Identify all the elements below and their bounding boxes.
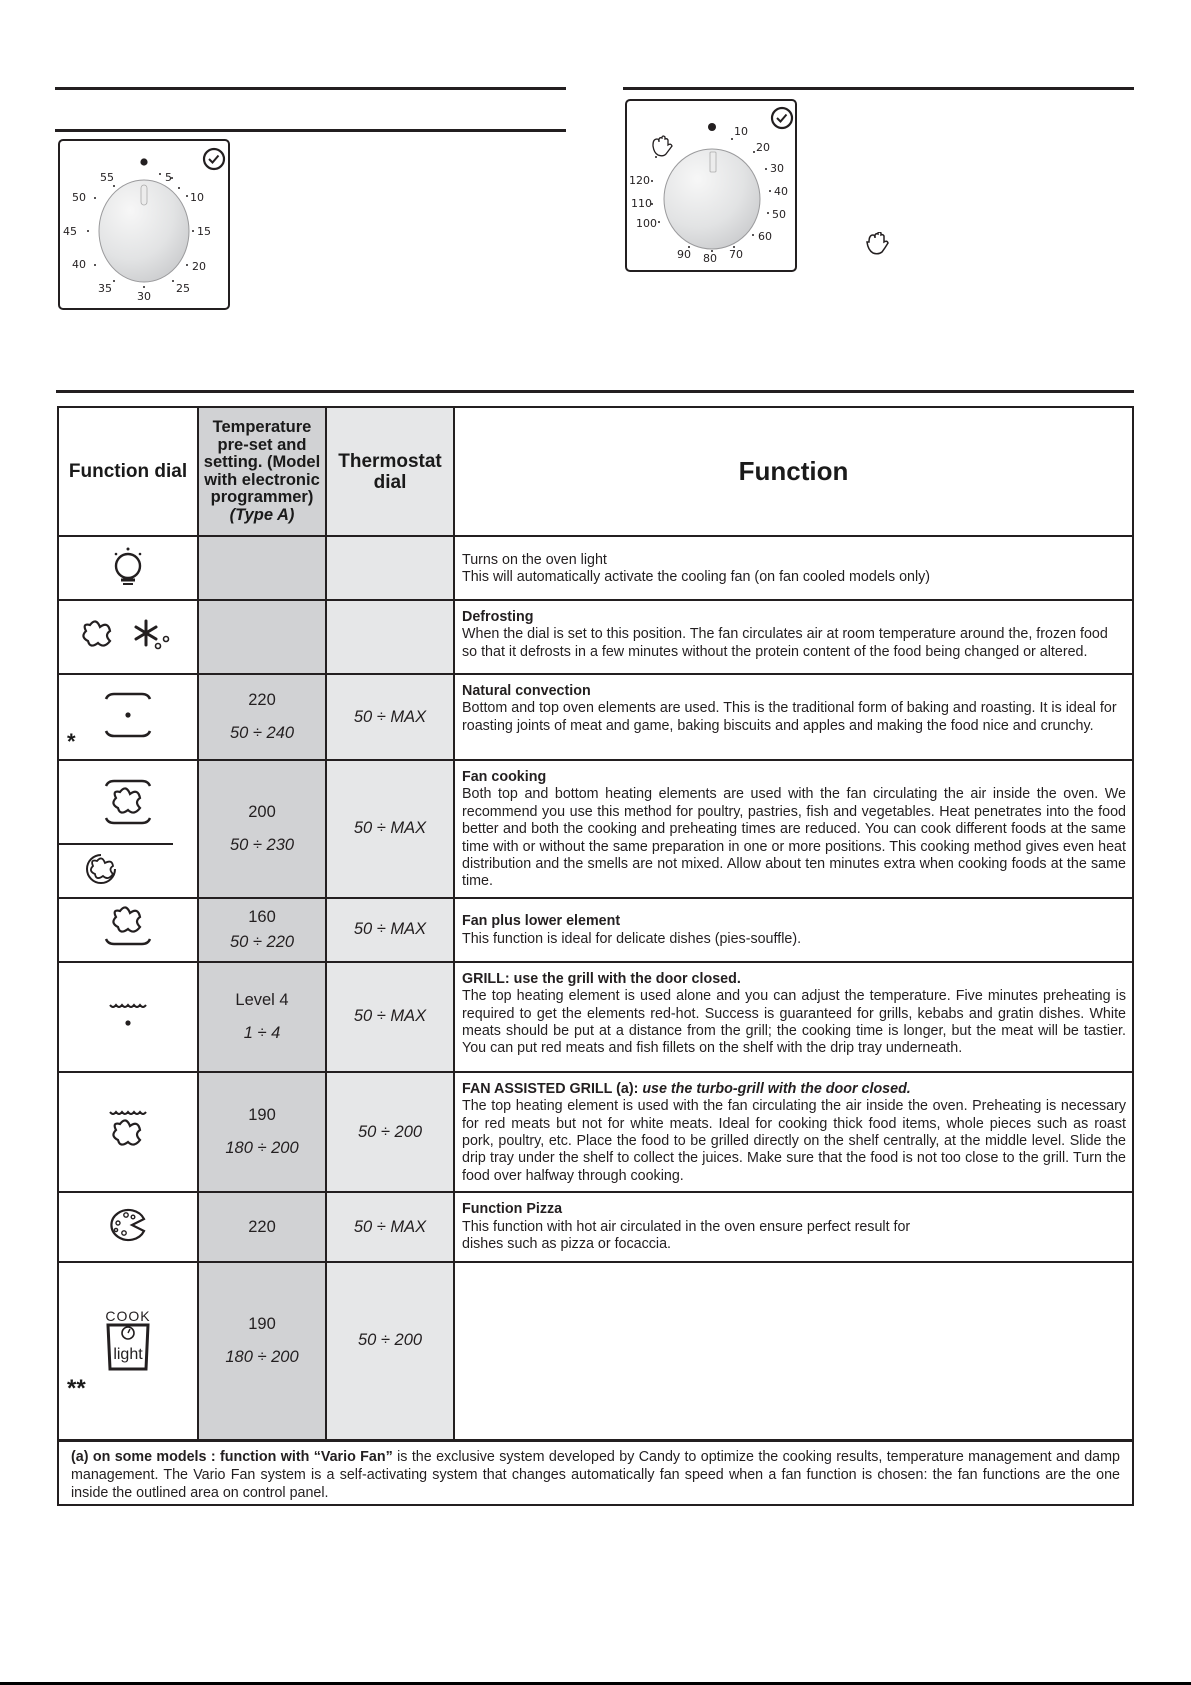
svg-text:55: 55 — [100, 171, 114, 184]
svg-text:15: 15 — [197, 225, 211, 238]
function-description: Bottom and top oven elements are used. This is the traditional form of baking and roasting. It is ideal for roasting joints of meat and game, baking biscuits and apples and making the food nice and crunchy. — [462, 700, 1117, 734]
table-row — [58, 600, 1133, 674]
temperature-range: 180 ÷ 200 — [225, 1348, 299, 1367]
fan-ring-icon — [85, 853, 119, 885]
function-dial-cell — [58, 536, 198, 600]
natural-convection-icon — [100, 685, 156, 745]
cook-light-icon — [98, 1307, 158, 1373]
vario-fan-footnote — [57, 1440, 1134, 1506]
svg-text:50: 50 — [72, 191, 86, 204]
table-row — [58, 1072, 1133, 1192]
table-row — [58, 760, 1133, 898]
preset-level: Level 4 — [235, 990, 289, 1009]
hand-manual-icon — [866, 232, 890, 256]
svg-text:60: 60 — [758, 230, 772, 243]
function-title: Fan plus lower element — [462, 913, 621, 930]
clock-check-icon — [204, 149, 224, 169]
table-row — [58, 536, 1133, 600]
function-description: Both top and bottom heating elements are used with the fan circulating the air inside the oven. We recommend you use this method for poultry, pastries, fish and vegetables. Heat penetrates into the food better and both the cooking and preheating times are reduced. You can cook different foods at the same time with or without the same preparation in one or more positions. This cooking method gives even heat distribution and the smells are not mixed. Allow about ten minutes extra when cooking foods at the same time. — [462, 786, 1126, 890]
table-row — [58, 674, 1133, 760]
dial-indicator-dot — [140, 158, 147, 165]
fan-cooking-icon — [100, 776, 156, 828]
thermostat-range: 50 ÷ MAX — [326, 760, 454, 898]
svg-text:30: 30 — [137, 290, 151, 303]
function-description: This function with hot air circulated in the oven ensure perfect result for — [462, 1218, 911, 1235]
svg-text:20: 20 — [756, 141, 770, 154]
svg-text:COOK: COOK — [105, 1308, 151, 1325]
defrost-fan-icon — [78, 615, 178, 655]
footnote-text: is the exclusive system developed by Candy to optimize the cooking results, temperature management and damp management. The Vario Fan system is a self-activating system that changes automatically fan speed when a fan function is chosen: the fan functions are the one inside the outlined area on control panel. — [71, 1449, 1120, 1501]
table-row — [58, 1262, 1133, 1440]
thermostat-range: 50 ÷ 200 — [326, 1072, 454, 1192]
header-function-dial: Function dial — [58, 407, 198, 536]
function-title: Fan cooking — [462, 769, 547, 785]
temperature-range: 50 ÷ 240 — [229, 724, 295, 742]
function-title: Function Pizza — [462, 1201, 563, 1218]
preset-temperature: 190 — [248, 1315, 276, 1334]
svg-text:35: 35 — [98, 282, 112, 295]
svg-text:50: 50 — [772, 208, 786, 221]
function-description: This will automatically activate the cooling fan (on fan cooled models only) — [462, 569, 931, 585]
function-title: GRILL: use the grill with the door closed. — [462, 970, 741, 987]
preset-temperature: 160 — [248, 907, 276, 926]
function-description: Turns on the oven light — [462, 551, 607, 568]
fan-lower-element-icon — [100, 903, 156, 951]
function-description: The top heating element is used with the fan circulating the air inside the oven. Preheating is necessary for red meats but not for white meats. Ideal for cooking thick food items, whole pieces such as roast pork, poultry, etc. Place the food to be grilled directly on the shelf centrally, at the middle level. Slide the drip tray under the shelf to collect the juices. Make sure that the food is not too close to the grill. Turn the food over halfway through cooking. — [462, 1098, 1126, 1184]
svg-text:100: 100 — [636, 217, 657, 230]
table-row — [58, 898, 1133, 962]
grill-icon — [106, 997, 150, 1031]
minute-timer-dial-60 — [58, 139, 230, 310]
svg-text:light: light — [113, 1346, 143, 1364]
hand-manual-icon — [653, 136, 672, 156]
preset-temperature: 190 — [248, 1106, 276, 1125]
function-title: Defrosting — [462, 609, 534, 625]
function-title: Natural convection — [462, 683, 591, 699]
clock-check-icon — [772, 108, 792, 128]
footnote-marker: * — [67, 729, 76, 754]
icon-divider — [59, 843, 173, 845]
thermostat-range: 50 ÷ MAX — [326, 962, 454, 1072]
section-rule-table — [56, 390, 1134, 393]
footnote-bold: (a) on some models : function with “Vario Fan” — [71, 1449, 393, 1465]
svg-text:90: 90 — [677, 248, 691, 261]
thermostat-range: 50 ÷ MAX — [326, 674, 454, 760]
thermostat-range: 50 ÷ 200 — [326, 1262, 454, 1440]
thermostat-range: 50 ÷ MAX — [326, 1192, 454, 1262]
pizza-icon — [106, 1205, 150, 1245]
oven-functions-table — [57, 406, 1134, 1441]
svg-text:40: 40 — [774, 185, 788, 198]
svg-text:20: 20 — [192, 260, 206, 273]
svg-text:5: 5 — [165, 171, 172, 184]
oven-light-icon — [108, 544, 148, 588]
function-description-empty — [454, 1262, 1133, 1440]
function-description: When the dial is set to this position. The fan circulates air at room temperature around the, frozen food so that it defrosts in a few minutes without the protein content of the food being changed or altered. — [462, 626, 1108, 660]
temperature-range: 180 ÷ 200 — [225, 1139, 299, 1158]
svg-text:120: 120 — [629, 174, 650, 187]
svg-text:10: 10 — [190, 191, 204, 204]
function-description: dishes such as pizza or focaccia. — [462, 1236, 671, 1253]
minute-timer-dial-120 — [625, 99, 797, 272]
svg-text:70: 70 — [729, 248, 743, 261]
table-row — [58, 1192, 1133, 1262]
table-header-row — [58, 407, 1133, 536]
header-temperature: Temperature pre-set and setting. (Model with electronic programmer) (Type A) — [198, 407, 326, 536]
temperature-range: 50 ÷ 230 — [229, 835, 295, 854]
section-rule-left-bottom — [55, 129, 566, 132]
header-function: Function — [454, 407, 1133, 536]
svg-text:80: 80 — [703, 252, 717, 265]
function-description: This function is ideal for delicate dishes (pies-souffle). — [462, 930, 802, 947]
svg-text:110: 110 — [631, 197, 652, 210]
preset-temperature: 200 — [248, 802, 276, 821]
section-rule-left-top — [55, 87, 566, 90]
function-title: FAN ASSISTED GRILL (a): use the turbo-grill with the door closed. — [462, 1080, 911, 1097]
function-description: The top heating element is used alone and you can adjust the temperature. Five minutes preheating is required to get the elements red-hot. Success is guaranteed for grills, kebabs and gratin dishes. White meats should be put at a distance from the grill; the cooking time is longer, but the meat will be tastier. You can put red meats and fish fillets on the shelf with the drip tray underneath. — [462, 988, 1126, 1057]
level-range: 1 ÷ 4 — [243, 1023, 281, 1042]
footnote-marker: ** — [67, 1375, 86, 1403]
fan-assisted-grill-icon — [106, 1106, 150, 1154]
preset-temperature: 220 — [248, 691, 276, 709]
header-thermostat-dial: Thermostat dial — [326, 407, 454, 536]
svg-text:40: 40 — [72, 258, 86, 271]
svg-text:25: 25 — [176, 282, 190, 295]
svg-text:45: 45 — [63, 225, 77, 238]
preset-temperature: 220 — [198, 1192, 326, 1262]
section-rule-right-top — [623, 87, 1134, 90]
svg-text:30: 30 — [770, 162, 784, 175]
thermostat-range: 50 ÷ MAX — [326, 898, 454, 962]
svg-text:10: 10 — [734, 125, 748, 138]
table-row — [58, 962, 1133, 1072]
temperature-range: 50 ÷ 220 — [229, 932, 295, 951]
